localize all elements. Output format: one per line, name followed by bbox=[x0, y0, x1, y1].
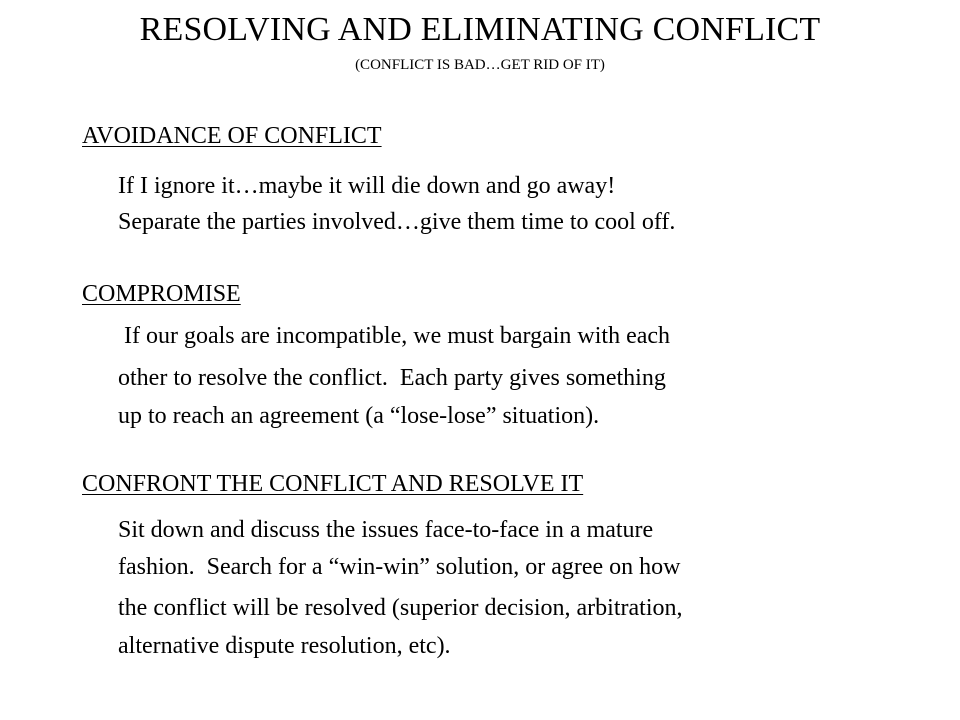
compromise-line-2: other to resolve the conflict. Each party gives something bbox=[118, 365, 666, 391]
confront-line-2: fashion. Search for a “win-win” solution, or agree on how bbox=[118, 554, 681, 580]
heading-compromise: COMPROMISE bbox=[82, 281, 241, 307]
confront-line-1: Sit down and discuss the issues face-to-face in a mature bbox=[118, 517, 654, 543]
confront-line-3: the conflict will be resolved (superior decision, arbitration, bbox=[118, 595, 683, 621]
heading-avoidance: AVOIDANCE OF CONFLICT bbox=[82, 123, 382, 149]
avoidance-line-1: If I ignore it…maybe it will die down and go away! bbox=[118, 173, 616, 199]
confront-line-4: alternative dispute resolution, etc). bbox=[118, 633, 451, 659]
slide-subtitle: (CONFLICT IS BAD…GET RID OF IT) bbox=[355, 57, 605, 73]
compromise-line-3: up to reach an agreement (a “lose-lose” situation). bbox=[118, 403, 600, 429]
heading-confront: CONFRONT THE CONFLICT AND RESOLVE IT bbox=[82, 471, 584, 497]
compromise-line-1: If our goals are incompatible, we must bargain with each bbox=[118, 323, 671, 349]
slide-title: RESOLVING AND ELIMINATING CONFLICT bbox=[139, 11, 821, 48]
avoidance-line-2: Separate the parties involved…give them time to cool off. bbox=[118, 209, 676, 235]
